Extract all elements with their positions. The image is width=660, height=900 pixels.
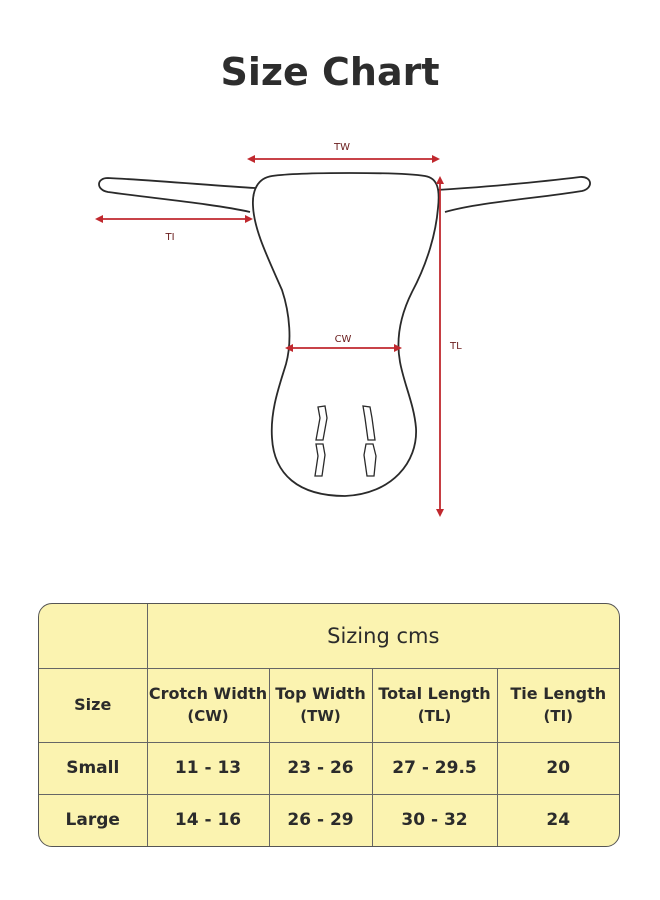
column-header-crotch-width [147,668,269,742]
tl-label: TL [450,341,462,352]
table-row-small [39,742,619,794]
column-header-total-length [372,668,497,742]
table-cell: 26 - 29 [269,794,372,846]
ti-label: TI [165,232,175,243]
table-cell: 20 [497,742,619,794]
table-cell: 30 - 32 [372,794,497,846]
table-cell: 11 - 13 [147,742,269,794]
table-cell: 23 - 26 [269,742,372,794]
cw-label: CW [334,334,352,345]
row-size-label: Small [39,742,147,794]
column-header-top-width [269,668,372,742]
sizing-group-header: Sizing cms [147,604,619,668]
column-header-abbr: (TI) [543,707,574,725]
table-cell: 27 - 29.5 [372,742,497,794]
column-header-label: Total Length [378,684,491,703]
size-table [38,603,620,847]
right-tie-outline [435,177,590,212]
page-title: Size Chart [220,50,440,94]
table-corner-cell [39,604,147,668]
size-header-label: Size [74,695,112,714]
row-size-label: Large [39,794,147,846]
column-header-label: Crotch Width [148,684,268,703]
tw-label: TW [334,142,350,153]
size-column-header [39,668,147,742]
left-tie-outline [99,178,255,212]
column-header-tie-length [497,668,619,742]
column-header-label: Top Width [275,684,366,703]
table-row-large [39,794,619,846]
table-cell: 24 [497,794,619,846]
column-header-abbr: (CW) [187,707,229,725]
table-cell: 14 - 16 [147,794,269,846]
column-header-abbr: (TL) [417,707,452,725]
column-header-abbr: (TW) [300,707,341,725]
column-header-label: Tie Length [510,684,607,703]
